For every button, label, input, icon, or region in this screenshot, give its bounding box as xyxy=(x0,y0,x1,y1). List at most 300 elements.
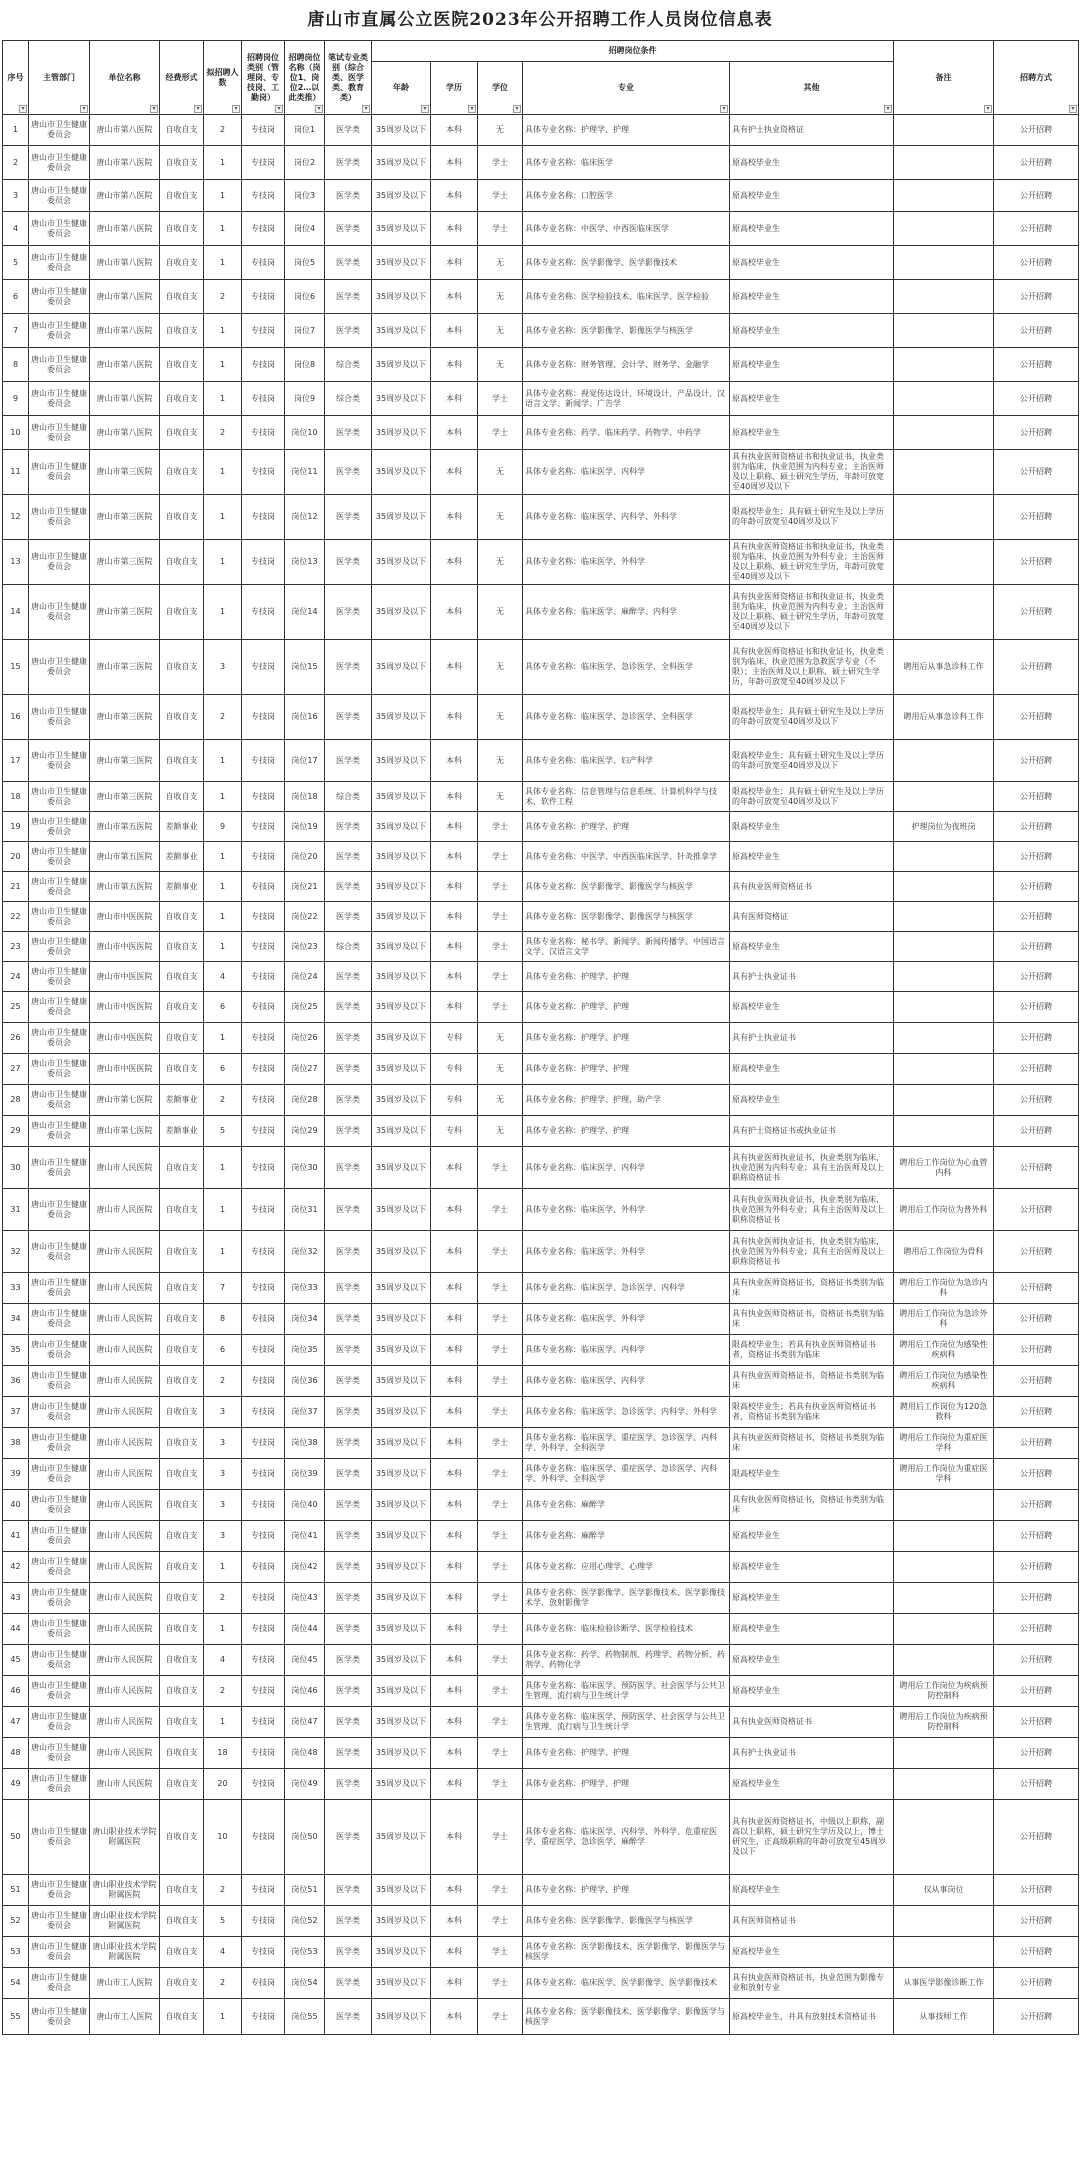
exam-cell[interactable]: 医学类 xyxy=(325,992,372,1023)
age-cell[interactable]: 35周岁及以下 xyxy=(372,695,431,740)
count-cell[interactable]: 1 xyxy=(204,932,242,962)
filter-dropdown-icon[interactable]: ▾ xyxy=(362,105,370,113)
degree-cell[interactable]: 学士 xyxy=(478,1999,523,2035)
exam-cell[interactable]: 医学类 xyxy=(325,1428,372,1459)
edu-cell[interactable]: 本科 xyxy=(431,1906,478,1937)
remark-cell[interactable] xyxy=(894,416,994,450)
funding-cell[interactable]: 差额事业 xyxy=(160,842,204,872)
method-cell[interactable]: 公开招聘 xyxy=(994,1335,1079,1366)
remark-cell[interactable] xyxy=(894,1614,994,1645)
edu-cell[interactable]: 本科 xyxy=(431,1335,478,1366)
unit-cell[interactable]: 唐山市人民医院 xyxy=(90,1552,160,1583)
count-cell[interactable]: 8 xyxy=(204,1304,242,1335)
age-cell[interactable]: 35周岁及以下 xyxy=(372,962,431,992)
unit-cell[interactable]: 唐山市人民医院 xyxy=(90,1335,160,1366)
degree-cell[interactable]: 无 xyxy=(478,1023,523,1054)
major-cell[interactable]: 具体专业名称：临床医学、急诊医学、全科医学 xyxy=(523,640,730,695)
degree-cell[interactable]: 无 xyxy=(478,740,523,782)
edu-cell[interactable]: 本科 xyxy=(431,1459,478,1490)
row-number[interactable]: 50 xyxy=(3,1800,29,1875)
funding-cell[interactable]: 自收自支 xyxy=(160,740,204,782)
exam-cell[interactable]: 医学类 xyxy=(325,115,372,146)
dept-cell[interactable]: 唐山市卫生健康委员会 xyxy=(29,450,90,495)
edu-cell[interactable]: 本科 xyxy=(431,1645,478,1676)
other-cell[interactable]: 具有医师资格证 xyxy=(730,902,894,932)
funding-cell[interactable]: 自收自支 xyxy=(160,1366,204,1397)
remark-cell[interactable] xyxy=(894,1937,994,1968)
row-number[interactable]: 42 xyxy=(3,1552,29,1583)
other-cell[interactable]: 限高校毕业生；具有硕士研究生及以上学历的年龄可放宽至40周岁及以下 xyxy=(730,495,894,540)
age-cell[interactable]: 35周岁及以下 xyxy=(372,348,431,382)
exam-cell[interactable]: 医学类 xyxy=(325,1054,372,1085)
post-cell[interactable]: 岗位51 xyxy=(285,1875,325,1906)
unit-cell[interactable]: 唐山市第三医院 xyxy=(90,640,160,695)
row-number[interactable]: 48 xyxy=(3,1738,29,1769)
method-cell[interactable]: 公开招聘 xyxy=(994,1189,1079,1231)
category-cell[interactable]: 专技岗 xyxy=(242,740,285,782)
dept-cell[interactable]: 唐山市卫生健康委员会 xyxy=(29,585,90,640)
age-cell[interactable]: 35周岁及以下 xyxy=(372,450,431,495)
exam-cell[interactable]: 医学类 xyxy=(325,1366,372,1397)
degree-cell[interactable]: 学士 xyxy=(478,1521,523,1552)
count-cell[interactable]: 1 xyxy=(204,842,242,872)
count-cell[interactable]: 3 xyxy=(204,1490,242,1521)
remark-cell[interactable]: 从事技师工作 xyxy=(894,1999,994,2035)
funding-cell[interactable]: 自收自支 xyxy=(160,1147,204,1189)
age-cell[interactable]: 35周岁及以下 xyxy=(372,932,431,962)
funding-cell[interactable]: 自收自支 xyxy=(160,146,204,180)
count-cell[interactable]: 10 xyxy=(204,1800,242,1875)
unit-cell[interactable]: 唐山市人民医院 xyxy=(90,1521,160,1552)
funding-cell[interactable]: 自收自支 xyxy=(160,1273,204,1304)
funding-cell[interactable]: 自收自支 xyxy=(160,1397,204,1428)
major-cell[interactable]: 具体专业名称：临床医学、内科学 xyxy=(523,1366,730,1397)
method-cell[interactable]: 公开招聘 xyxy=(994,314,1079,348)
post-cell[interactable]: 岗位8 xyxy=(285,348,325,382)
count-cell[interactable]: 1 xyxy=(204,782,242,812)
remark-cell[interactable] xyxy=(894,246,994,280)
category-cell[interactable]: 专技岗 xyxy=(242,1490,285,1521)
degree-cell[interactable]: 学士 xyxy=(478,812,523,842)
count-cell[interactable]: 1 xyxy=(204,1231,242,1273)
unit-cell[interactable]: 唐山市第八医院 xyxy=(90,416,160,450)
unit-cell[interactable]: 唐山市第八医院 xyxy=(90,212,160,246)
major-cell[interactable]: 具体专业名称：临床医学、重症医学、急诊医学、内科学、外科学、全科医学 xyxy=(523,1428,730,1459)
count-cell[interactable]: 2 xyxy=(204,1676,242,1707)
post-cell[interactable]: 岗位47 xyxy=(285,1707,325,1738)
degree-cell[interactable]: 无 xyxy=(478,1116,523,1147)
dept-cell[interactable]: 唐山市卫生健康委员会 xyxy=(29,280,90,314)
dept-cell[interactable]: 唐山市卫生健康委员会 xyxy=(29,902,90,932)
other-cell[interactable]: 原高校毕业生 xyxy=(730,280,894,314)
other-cell[interactable]: 原高校毕业生 xyxy=(730,1552,894,1583)
edu-cell[interactable]: 本科 xyxy=(431,1968,478,1999)
method-cell[interactable]: 公开招聘 xyxy=(994,1906,1079,1937)
major-cell[interactable]: 具体专业名称：护理学、护理、助产学 xyxy=(523,1085,730,1116)
category-cell[interactable]: 专技岗 xyxy=(242,1521,285,1552)
other-cell[interactable]: 原高校毕业生 xyxy=(730,1614,894,1645)
count-cell[interactable]: 4 xyxy=(204,1937,242,1968)
row-number[interactable]: 46 xyxy=(3,1676,29,1707)
other-cell[interactable]: 具有执业医师资格证书 xyxy=(730,872,894,902)
category-cell[interactable]: 专技岗 xyxy=(242,812,285,842)
exam-cell[interactable]: 综合类 xyxy=(325,382,372,416)
category-cell[interactable]: 专技岗 xyxy=(242,962,285,992)
funding-cell[interactable]: 自收自支 xyxy=(160,1189,204,1231)
degree-cell[interactable]: 学士 xyxy=(478,1906,523,1937)
major-cell[interactable]: 具体专业名称：护理学、护理 xyxy=(523,115,730,146)
dept-cell[interactable]: 唐山市卫生健康委员会 xyxy=(29,782,90,812)
post-cell[interactable]: 岗位1 xyxy=(285,115,325,146)
row-number[interactable]: 53 xyxy=(3,1937,29,1968)
row-number[interactable]: 39 xyxy=(3,1459,29,1490)
post-cell[interactable]: 岗位44 xyxy=(285,1614,325,1645)
exam-cell[interactable]: 医学类 xyxy=(325,1937,372,1968)
remark-cell[interactable]: 聘用后工作岗位为120急救科 xyxy=(894,1397,994,1428)
edu-cell[interactable]: 本科 xyxy=(431,495,478,540)
method-cell[interactable]: 公开招聘 xyxy=(994,1800,1079,1875)
funding-cell[interactable]: 差额事业 xyxy=(160,812,204,842)
edu-cell[interactable]: 本科 xyxy=(431,1521,478,1552)
remark-cell[interactable] xyxy=(894,782,994,812)
method-cell[interactable]: 公开招聘 xyxy=(994,1552,1079,1583)
dept-cell[interactable]: 唐山市卫生健康委员会 xyxy=(29,115,90,146)
exam-cell[interactable]: 医学类 xyxy=(325,450,372,495)
major-cell[interactable]: 具体专业名称：临床医学、外科学 xyxy=(523,1304,730,1335)
row-number[interactable]: 51 xyxy=(3,1875,29,1906)
unit-cell[interactable]: 唐山市人民医院 xyxy=(90,1231,160,1273)
count-cell[interactable]: 1 xyxy=(204,1023,242,1054)
major-cell[interactable]: 具体专业名称：临床医学、内科学 xyxy=(523,1335,730,1366)
category-cell[interactable]: 专技岗 xyxy=(242,872,285,902)
row-number[interactable]: 41 xyxy=(3,1521,29,1552)
row-number[interactable]: 28 xyxy=(3,1085,29,1116)
header-seq[interactable]: 序号 ▾ xyxy=(3,41,29,115)
row-number[interactable]: 49 xyxy=(3,1769,29,1800)
filter-dropdown-icon[interactable]: ▾ xyxy=(194,105,202,113)
degree-cell[interactable]: 无 xyxy=(478,348,523,382)
method-cell[interactable]: 公开招聘 xyxy=(994,1116,1079,1147)
post-cell[interactable]: 岗位35 xyxy=(285,1335,325,1366)
category-cell[interactable]: 专技岗 xyxy=(242,1937,285,1968)
age-cell[interactable]: 35周岁及以下 xyxy=(372,585,431,640)
degree-cell[interactable]: 学士 xyxy=(478,1676,523,1707)
funding-cell[interactable]: 自收自支 xyxy=(160,1054,204,1085)
funding-cell[interactable]: 自收自支 xyxy=(160,314,204,348)
remark-cell[interactable] xyxy=(894,115,994,146)
edu-cell[interactable]: 本科 xyxy=(431,585,478,640)
method-cell[interactable]: 公开招聘 xyxy=(994,1366,1079,1397)
category-cell[interactable]: 专技岗 xyxy=(242,1231,285,1273)
degree-cell[interactable]: 无 xyxy=(478,540,523,585)
major-cell[interactable]: 具体专业名称：麻醉学 xyxy=(523,1521,730,1552)
category-cell[interactable]: 专技岗 xyxy=(242,212,285,246)
age-cell[interactable]: 35周岁及以下 xyxy=(372,495,431,540)
remark-cell[interactable] xyxy=(894,872,994,902)
post-cell[interactable]: 岗位6 xyxy=(285,280,325,314)
funding-cell[interactable]: 自收自支 xyxy=(160,1676,204,1707)
remark-cell[interactable]: 聘用后从事急诊科工作 xyxy=(894,695,994,740)
post-cell[interactable]: 岗位24 xyxy=(285,962,325,992)
post-cell[interactable]: 岗位39 xyxy=(285,1459,325,1490)
funding-cell[interactable]: 自收自支 xyxy=(160,1459,204,1490)
other-cell[interactable]: 具有执业医师执业证书，执业类别为临床，执业范围为内科专业；具有主治医师及以上职称资格证书 xyxy=(730,1147,894,1189)
edu-cell[interactable]: 本科 xyxy=(431,450,478,495)
dept-cell[interactable]: 唐山市卫生健康委员会 xyxy=(29,1521,90,1552)
count-cell[interactable]: 1 xyxy=(204,740,242,782)
remark-cell[interactable] xyxy=(894,495,994,540)
remark-cell[interactable]: 聘用后工作岗位为感染性疾病科 xyxy=(894,1366,994,1397)
count-cell[interactable]: 18 xyxy=(204,1738,242,1769)
count-cell[interactable]: 1 xyxy=(204,246,242,280)
header-other[interactable]: 其他 ▾ xyxy=(730,62,894,115)
major-cell[interactable]: 具体专业名称：医学影像学、影像医学与核医学 xyxy=(523,1906,730,1937)
exam-cell[interactable]: 医学类 xyxy=(325,1521,372,1552)
degree-cell[interactable]: 学士 xyxy=(478,1937,523,1968)
count-cell[interactable]: 1 xyxy=(204,872,242,902)
category-cell[interactable]: 专技岗 xyxy=(242,146,285,180)
exam-cell[interactable]: 医学类 xyxy=(325,212,372,246)
post-cell[interactable]: 岗位21 xyxy=(285,872,325,902)
post-cell[interactable]: 岗位46 xyxy=(285,1676,325,1707)
major-cell[interactable]: 具体专业名称：护理学、护理 xyxy=(523,1116,730,1147)
method-cell[interactable]: 公开招聘 xyxy=(994,1676,1079,1707)
edu-cell[interactable]: 本科 xyxy=(431,962,478,992)
count-cell[interactable]: 1 xyxy=(204,348,242,382)
unit-cell[interactable]: 唐山市中医医院 xyxy=(90,992,160,1023)
degree-cell[interactable]: 学士 xyxy=(478,1397,523,1428)
major-cell[interactable]: 具体专业名称：医学检验技术、临床医学、医学检验 xyxy=(523,280,730,314)
exam-cell[interactable]: 综合类 xyxy=(325,348,372,382)
funding-cell[interactable]: 自收自支 xyxy=(160,902,204,932)
filter-dropdown-icon[interactable]: ▾ xyxy=(275,105,283,113)
major-cell[interactable]: 具体专业名称：临床医学、麻醉学、内科学 xyxy=(523,585,730,640)
exam-cell[interactable]: 医学类 xyxy=(325,1459,372,1490)
age-cell[interactable]: 35周岁及以下 xyxy=(372,1800,431,1875)
age-cell[interactable]: 35周岁及以下 xyxy=(372,992,431,1023)
edu-cell[interactable]: 本科 xyxy=(431,416,478,450)
other-cell[interactable]: 限高校毕业生 xyxy=(730,1459,894,1490)
post-cell[interactable]: 岗位38 xyxy=(285,1428,325,1459)
age-cell[interactable]: 35周岁及以下 xyxy=(372,1999,431,2035)
dept-cell[interactable]: 唐山市卫生健康委员会 xyxy=(29,1366,90,1397)
remark-cell[interactable]: 聘用后工作岗位为疾病预防控制科 xyxy=(894,1707,994,1738)
unit-cell[interactable]: 唐山市第七医院 xyxy=(90,1085,160,1116)
degree-cell[interactable]: 无 xyxy=(478,495,523,540)
count-cell[interactable]: 2 xyxy=(204,695,242,740)
age-cell[interactable]: 35周岁及以下 xyxy=(372,1428,431,1459)
category-cell[interactable]: 专技岗 xyxy=(242,495,285,540)
unit-cell[interactable]: 唐山职业技术学院附属医院 xyxy=(90,1875,160,1906)
count-cell[interactable]: 4 xyxy=(204,962,242,992)
category-cell[interactable]: 专技岗 xyxy=(242,180,285,212)
count-cell[interactable]: 1 xyxy=(204,1189,242,1231)
edu-cell[interactable]: 本科 xyxy=(431,1366,478,1397)
category-cell[interactable]: 专技岗 xyxy=(242,1906,285,1937)
unit-cell[interactable]: 唐山市第三医院 xyxy=(90,450,160,495)
method-cell[interactable]: 公开招聘 xyxy=(994,812,1079,842)
exam-cell[interactable]: 医学类 xyxy=(325,842,372,872)
edu-cell[interactable]: 本科 xyxy=(431,1800,478,1875)
major-cell[interactable]: 具体专业名称：财务管理、会计学、财务学、金融学 xyxy=(523,348,730,382)
funding-cell[interactable]: 自收自支 xyxy=(160,246,204,280)
unit-cell[interactable]: 唐山市第五医院 xyxy=(90,872,160,902)
edu-cell[interactable]: 本科 xyxy=(431,1273,478,1304)
method-cell[interactable]: 公开招聘 xyxy=(994,1459,1079,1490)
exam-cell[interactable]: 医学类 xyxy=(325,1490,372,1521)
degree-cell[interactable]: 学士 xyxy=(478,1147,523,1189)
age-cell[interactable]: 35周岁及以下 xyxy=(372,1189,431,1231)
edu-cell[interactable]: 本科 xyxy=(431,812,478,842)
age-cell[interactable]: 35周岁及以下 xyxy=(372,1645,431,1676)
count-cell[interactable]: 4 xyxy=(204,1645,242,1676)
dept-cell[interactable]: 唐山市卫生健康委员会 xyxy=(29,1769,90,1800)
row-number[interactable]: 33 xyxy=(3,1273,29,1304)
other-cell[interactable]: 具有执业医师执业证书，执业类别为临床，执业范围为外科专业；具有主治医师及以上职称资格证书 xyxy=(730,1189,894,1231)
method-cell[interactable]: 公开招聘 xyxy=(994,1304,1079,1335)
major-cell[interactable]: 具体专业名称：临床医学、内科学、外科学、危重症医学、重症医学、急诊医学、麻醉学 xyxy=(523,1800,730,1875)
dept-cell[interactable]: 唐山市卫生健康委员会 xyxy=(29,1614,90,1645)
category-cell[interactable]: 专技岗 xyxy=(242,695,285,740)
remark-cell[interactable] xyxy=(894,280,994,314)
post-cell[interactable]: 岗位14 xyxy=(285,585,325,640)
method-cell[interactable]: 公开招聘 xyxy=(994,1231,1079,1273)
post-cell[interactable]: 岗位4 xyxy=(285,212,325,246)
dept-cell[interactable]: 唐山市卫生健康委员会 xyxy=(29,416,90,450)
post-cell[interactable]: 岗位11 xyxy=(285,450,325,495)
filter-dropdown-icon[interactable]: ▾ xyxy=(513,105,521,113)
remark-cell[interactable]: 聘用后工作岗位为重症医学科 xyxy=(894,1459,994,1490)
filter-dropdown-icon[interactable]: ▾ xyxy=(468,105,476,113)
category-cell[interactable]: 专技岗 xyxy=(242,1800,285,1875)
dept-cell[interactable]: 唐山市卫生健康委员会 xyxy=(29,1085,90,1116)
exam-cell[interactable]: 医学类 xyxy=(325,1676,372,1707)
remark-cell[interactable] xyxy=(894,962,994,992)
category-cell[interactable]: 专技岗 xyxy=(242,1999,285,2035)
age-cell[interactable]: 35周岁及以下 xyxy=(372,180,431,212)
row-number[interactable]: 44 xyxy=(3,1614,29,1645)
major-cell[interactable]: 具体专业名称：护理学、护理 xyxy=(523,992,730,1023)
edu-cell[interactable]: 本科 xyxy=(431,1490,478,1521)
age-cell[interactable]: 35周岁及以下 xyxy=(372,1085,431,1116)
category-cell[interactable]: 专技岗 xyxy=(242,1335,285,1366)
exam-cell[interactable]: 医学类 xyxy=(325,1189,372,1231)
post-cell[interactable]: 岗位5 xyxy=(285,246,325,280)
post-cell[interactable]: 岗位43 xyxy=(285,1583,325,1614)
funding-cell[interactable]: 自收自支 xyxy=(160,1614,204,1645)
age-cell[interactable]: 35周岁及以下 xyxy=(372,1023,431,1054)
count-cell[interactable]: 2 xyxy=(204,1583,242,1614)
count-cell[interactable]: 1 xyxy=(204,540,242,585)
unit-cell[interactable]: 唐山市第五医院 xyxy=(90,812,160,842)
category-cell[interactable]: 专技岗 xyxy=(242,1552,285,1583)
other-cell[interactable]: 限高校毕业生；具有硕士研究生及以上学历的年龄可放宽至40周岁及以下 xyxy=(730,740,894,782)
unit-cell[interactable]: 唐山市第三医院 xyxy=(90,695,160,740)
post-cell[interactable]: 岗位20 xyxy=(285,842,325,872)
count-cell[interactable]: 1 xyxy=(204,314,242,348)
degree-cell[interactable]: 学士 xyxy=(478,872,523,902)
method-cell[interactable]: 公开招聘 xyxy=(994,1397,1079,1428)
edu-cell[interactable]: 本科 xyxy=(431,782,478,812)
other-cell[interactable]: 具有护士执业证书 xyxy=(730,962,894,992)
edu-cell[interactable]: 本科 xyxy=(431,1707,478,1738)
other-cell[interactable]: 原高校毕业生 xyxy=(730,246,894,280)
row-number[interactable]: 25 xyxy=(3,992,29,1023)
degree-cell[interactable]: 学士 xyxy=(478,1707,523,1738)
exam-cell[interactable]: 医学类 xyxy=(325,1738,372,1769)
other-cell[interactable]: 原高校毕业生 xyxy=(730,1769,894,1800)
count-cell[interactable]: 5 xyxy=(204,1906,242,1937)
category-cell[interactable]: 专技岗 xyxy=(242,1676,285,1707)
post-cell[interactable]: 岗位17 xyxy=(285,740,325,782)
remark-cell[interactable] xyxy=(894,382,994,416)
exam-cell[interactable]: 医学类 xyxy=(325,280,372,314)
count-cell[interactable]: 1 xyxy=(204,212,242,246)
row-number[interactable]: 37 xyxy=(3,1397,29,1428)
filter-dropdown-icon[interactable]: ▾ xyxy=(421,105,429,113)
age-cell[interactable]: 35周岁及以下 xyxy=(372,1116,431,1147)
category-cell[interactable]: 专技岗 xyxy=(242,450,285,495)
post-cell[interactable]: 岗位18 xyxy=(285,782,325,812)
method-cell[interactable]: 公开招聘 xyxy=(994,1521,1079,1552)
row-number[interactable]: 38 xyxy=(3,1428,29,1459)
unit-cell[interactable]: 唐山市人民医院 xyxy=(90,1583,160,1614)
degree-cell[interactable]: 学士 xyxy=(478,382,523,416)
funding-cell[interactable]: 自收自支 xyxy=(160,1231,204,1273)
other-cell[interactable]: 原高校毕业生 xyxy=(730,932,894,962)
post-cell[interactable]: 岗位32 xyxy=(285,1231,325,1273)
category-cell[interactable]: 专技岗 xyxy=(242,1147,285,1189)
exam-cell[interactable]: 医学类 xyxy=(325,1968,372,1999)
funding-cell[interactable]: 差额事业 xyxy=(160,872,204,902)
exam-cell[interactable]: 医学类 xyxy=(325,695,372,740)
major-cell[interactable]: 具体专业名称：护理学、护理 xyxy=(523,1738,730,1769)
funding-cell[interactable]: 自收自支 xyxy=(160,416,204,450)
edu-cell[interactable]: 本科 xyxy=(431,146,478,180)
header-method[interactable]: 招聘方式 ▾ xyxy=(994,41,1079,115)
count-cell[interactable]: 1 xyxy=(204,1552,242,1583)
dept-cell[interactable]: 唐山市卫生健康委员会 xyxy=(29,540,90,585)
post-cell[interactable]: 岗位33 xyxy=(285,1273,325,1304)
dept-cell[interactable]: 唐山市卫生健康委员会 xyxy=(29,1428,90,1459)
dept-cell[interactable]: 唐山市卫生健康委员会 xyxy=(29,1906,90,1937)
degree-cell[interactable]: 学士 xyxy=(478,1231,523,1273)
category-cell[interactable]: 专技岗 xyxy=(242,1707,285,1738)
edu-cell[interactable]: 本科 xyxy=(431,382,478,416)
edu-cell[interactable]: 本科 xyxy=(431,1189,478,1231)
unit-cell[interactable]: 唐山市人民医院 xyxy=(90,1707,160,1738)
degree-cell[interactable]: 学士 xyxy=(478,1428,523,1459)
method-cell[interactable]: 公开招聘 xyxy=(994,1707,1079,1738)
funding-cell[interactable]: 自收自支 xyxy=(160,540,204,585)
degree-cell[interactable]: 学士 xyxy=(478,902,523,932)
filter-dropdown-icon[interactable]: ▾ xyxy=(150,105,158,113)
degree-cell[interactable]: 学士 xyxy=(478,1189,523,1231)
other-cell[interactable]: 原高校毕业生 xyxy=(730,180,894,212)
dept-cell[interactable]: 唐山市卫生健康委员会 xyxy=(29,246,90,280)
degree-cell[interactable]: 学士 xyxy=(478,962,523,992)
dept-cell[interactable]: 唐山市卫生健康委员会 xyxy=(29,1968,90,1999)
exam-cell[interactable]: 医学类 xyxy=(325,314,372,348)
age-cell[interactable]: 35周岁及以下 xyxy=(372,1054,431,1085)
row-number[interactable]: 36 xyxy=(3,1366,29,1397)
unit-cell[interactable]: 唐山市人民医院 xyxy=(90,1614,160,1645)
age-cell[interactable]: 35周岁及以下 xyxy=(372,1614,431,1645)
other-cell[interactable]: 具有执业医师资格证书，资格证书类别为临床 xyxy=(730,1304,894,1335)
funding-cell[interactable]: 自收自支 xyxy=(160,695,204,740)
method-cell[interactable]: 公开招聘 xyxy=(994,416,1079,450)
exam-cell[interactable]: 医学类 xyxy=(325,1335,372,1366)
